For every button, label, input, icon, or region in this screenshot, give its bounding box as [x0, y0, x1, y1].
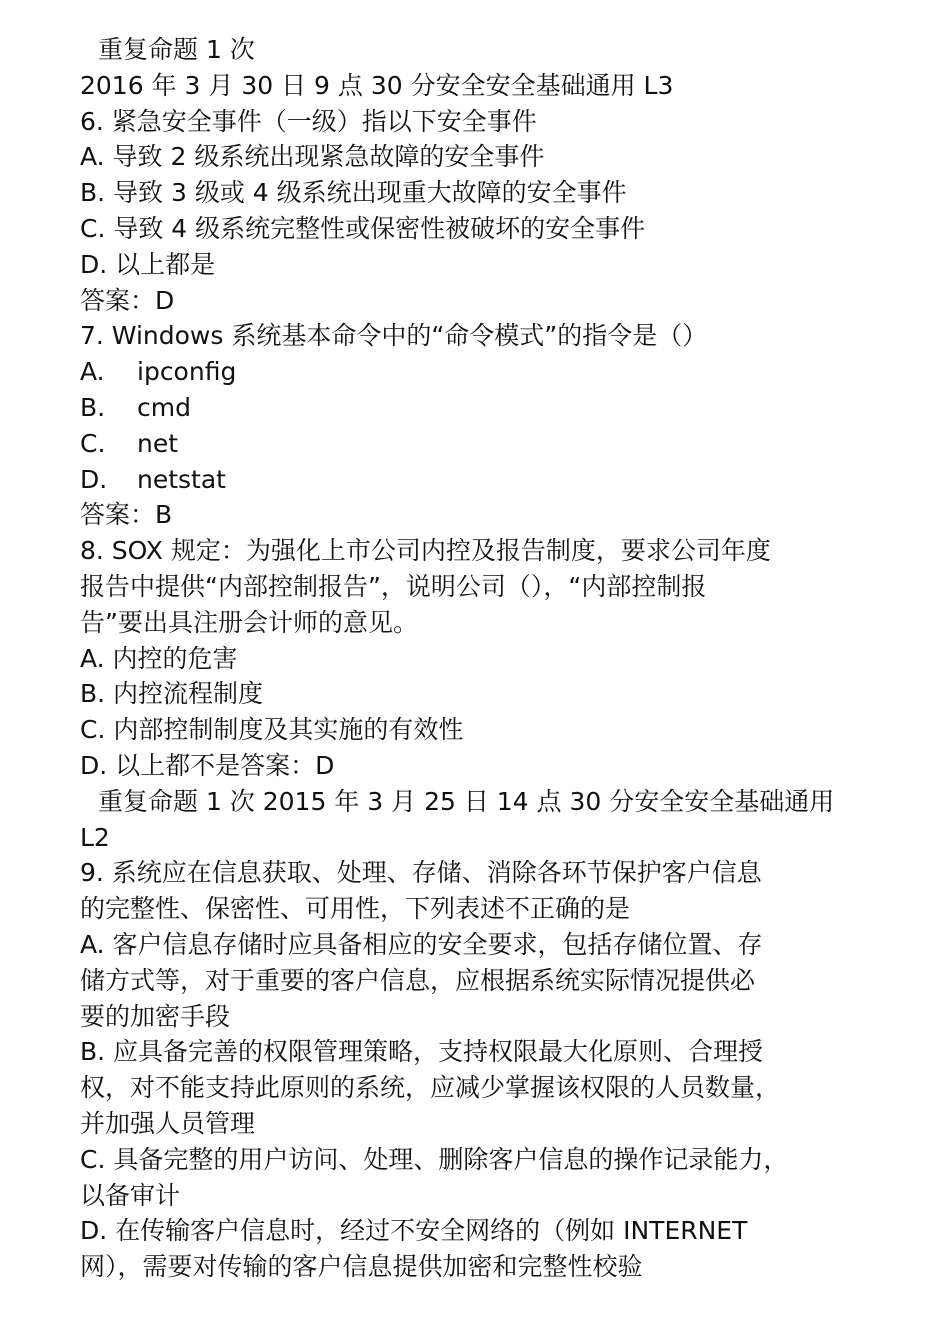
question-7-option-c — [80, 426, 880, 462]
question-9-stem-line-1: 9. 系统应在信息获取、处理、存储、消除各环节保护客户信息 — [80, 858, 762, 888]
option-text: ipconfig — [137, 357, 237, 387]
repeat-header-2: 重复命题 1 次 2015 年 3 月 25 日 14 点 30 分安全安全基础通用 — [98, 786, 835, 816]
option-label: C. — [80, 428, 106, 458]
option-label: D. — [80, 464, 108, 494]
question-6-option-c: C. 导致 4 级系统完整性或保密性被破坏的安全事件 — [80, 213, 646, 243]
question-8-option-b: B. 内控流程制度 — [80, 679, 264, 709]
question-9-option-a-line-2: 储方式等，对于重要的客户信息，应根据系统实际情况提供必 — [80, 965, 756, 995]
question-8-option-d: D. 以上都不是答案：D — [80, 750, 335, 780]
question-7-answer: 答案：B — [80, 500, 173, 530]
question-6-answer: 答案：D — [80, 285, 175, 315]
question-9-option-b-line-2: 权，对不能支持此原则的系统，应减少掌握该权限的人员数量， — [80, 1073, 781, 1103]
option-text: cmd — [137, 392, 191, 422]
question-9-option-a-line-3: 要的加密手段 — [80, 1001, 231, 1031]
question-7-stem: 7. Windows 系统基本命令中的“命令模式”的指令是（） — [80, 321, 708, 351]
question-8-option-c: C. 内部控制制度及其实施的有效性 — [80, 715, 464, 745]
question-6-stem: 6. 紧急安全事件（一级）指以下安全事件 — [80, 106, 537, 136]
question-9-stem-line-2: 的完整性、保密性、可用性，下列表述不正确的是 — [80, 894, 631, 924]
option-label: A. — [80, 357, 105, 387]
question-6-option-b: B. 导致 3 级或 4 级系统出现重大故障的安全事件 — [80, 178, 627, 208]
question-6-option-a: A. 导致 2 级系统出现紧急故障的安全事件 — [80, 142, 545, 172]
document-page — [80, 32, 880, 1285]
option-text: net — [137, 428, 179, 458]
exam-date: 2016 年 3 月 30 日 9 点 30 分安全安全基础通用 L3 — [80, 70, 674, 100]
option-text: netstat — [137, 464, 226, 494]
question-7-option-d — [80, 462, 880, 498]
repeat-header: 重复命题 1 次 — [98, 35, 255, 64]
question-6-option-d: D. 以上都是 — [80, 249, 216, 279]
question-8-stem-line-1: 8. SOX 规定：为强化上市公司内控及报告制度，要求公司年度 — [80, 536, 771, 566]
question-9-option-a-line-1: A. 客户信息存储时应具备相应的安全要求，包括存储位置、存 — [80, 929, 763, 959]
question-9-option-b-line-1: B. 应具备完善的权限管理策略，支持权限最大化原则、合理授 — [80, 1037, 764, 1067]
question-9-option-c-line-2: 以备审计 — [80, 1180, 181, 1210]
question-7-option-a — [80, 354, 880, 390]
question-7-option-b — [80, 390, 880, 426]
question-8-stem-line-2: 报告中提供“内部控制报告”，说明公司（），“内部控制报 — [80, 571, 707, 601]
question-9-option-d-line-1: D. 在传输客户信息时，经过不安全网络的（例如 INTERNET — [80, 1216, 748, 1246]
question-9-option-c-line-1: C. 具备完整的用户访问、处理、删除客户信息的操作记录能力， — [80, 1144, 789, 1174]
question-9-option-b-line-3: 并加强人员管理 — [80, 1108, 256, 1138]
question-8-option-a: A. 内控的危害 — [80, 643, 238, 673]
question-9-option-d-line-2: 网），需要对传输的客户信息提供加密和完整性校验 — [80, 1252, 643, 1282]
option-label: B. — [80, 392, 106, 422]
question-8-stem-line-3: 告”要出具注册会计师的意见。 — [80, 607, 418, 637]
repeat-header-2-cont: L2 — [80, 822, 110, 852]
